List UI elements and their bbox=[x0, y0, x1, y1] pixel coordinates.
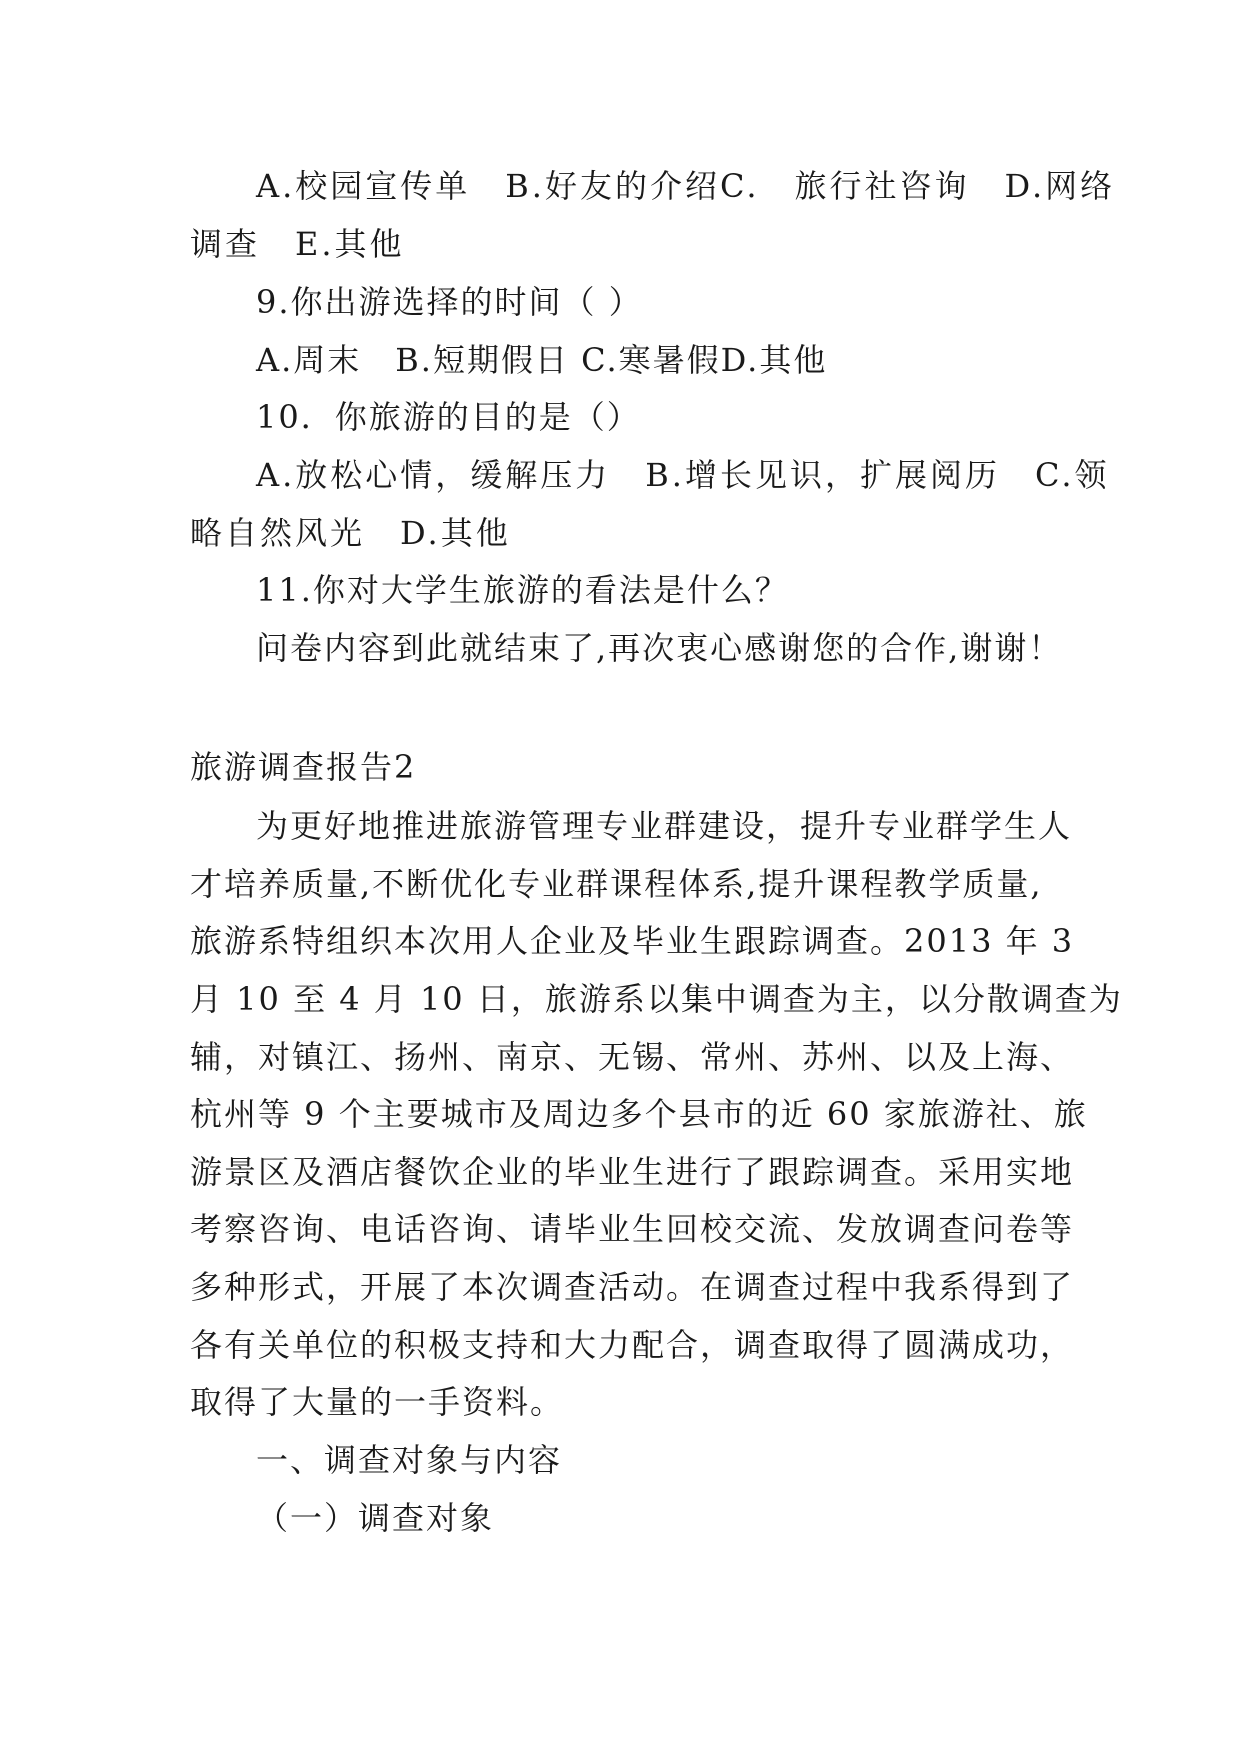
para1-line7: 游景区及酒店餐饮企业的毕业生进行了跟踪调查。采用实地 bbox=[190, 1153, 1075, 1191]
para1-line11: 取得了大量的一手资料。 bbox=[190, 1383, 565, 1421]
subsection1-heading: （一）调查对象 bbox=[256, 1499, 495, 1537]
closing-text: 问卷内容到此就结束了,再次衷心感谢您的合作,谢谢！ bbox=[256, 629, 1063, 667]
q8-options-line2: 调查 E.其他 bbox=[190, 225, 405, 263]
q8-options-line1: A.校园宣传单 B.好友的介绍C. 旅行社咨询 D.网络 bbox=[256, 167, 1116, 205]
para1-line5: 辅，对镇江、扬州、南京、无锡、常州、苏州、以及上海、 bbox=[190, 1038, 1075, 1076]
q9-options: A.周末 B.短期假日 C.寒暑假D.其他 bbox=[256, 341, 828, 379]
q10-question: 10．你旅游的目的是（） bbox=[256, 398, 641, 436]
q11-question: 11.你对大学生旅游的看法是什么？ bbox=[256, 571, 789, 609]
para1-line9: 多种形式，开展了本次调查活动。在调查过程中我系得到了 bbox=[190, 1268, 1075, 1306]
para1-line2: 才培养质量,不断优化专业群课程体系,提升课程教学质量, bbox=[190, 865, 1043, 903]
para1-line6: 杭州等 9 个主要城市及周边多个县市的近 60 家旅游社、旅 bbox=[190, 1095, 1088, 1133]
para1-line8: 考察咨询、电话咨询、请毕业生回校交流、发放调查问卷等 bbox=[190, 1210, 1075, 1248]
para1-line1: 为更好地推进旅游管理专业群建设，提升专业群学生人 bbox=[256, 807, 1073, 845]
q10-options-line2: 略自然风光 D.其他 bbox=[190, 514, 511, 552]
q9-question: 9.你出游选择的时间（ ） bbox=[256, 283, 643, 321]
para1-line10: 各有关单位的积极支持和大力配合，调查取得了圆满成功， bbox=[190, 1326, 1075, 1364]
para1-line3: 旅游系特组织本次用人企业及毕业生跟踪调查。2013 年 3 bbox=[190, 922, 1075, 960]
report-title: 旅游调查报告2 bbox=[190, 748, 417, 786]
q10-options-line1: A.放松心情，缓解压力 B.增长见识，扩展阅历 C.领 bbox=[256, 456, 1110, 494]
para1-line4: 月 10 至 4 月 10 日，旅游系以集中调查为主，以分散调查为 bbox=[190, 980, 1123, 1018]
section1-heading: 一、调查对象与内容 bbox=[256, 1441, 563, 1479]
